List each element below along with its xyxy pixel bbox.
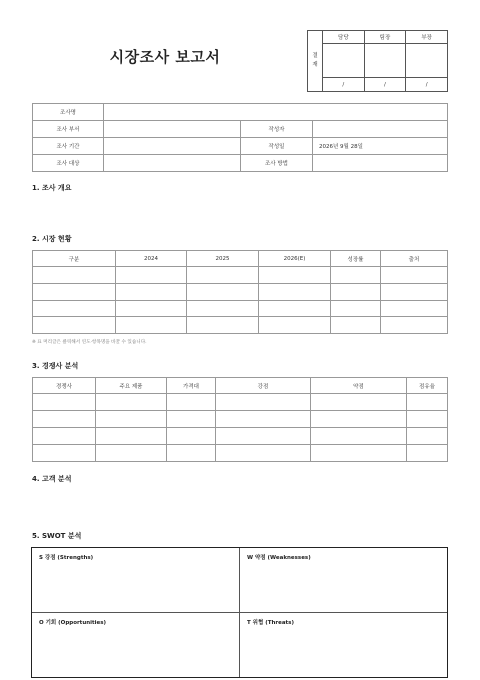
approval-box	[307, 30, 448, 92]
swot-weaknesses-cell[interactable]	[240, 548, 447, 613]
market-table	[32, 250, 448, 334]
table-cell[interactable]	[116, 267, 187, 284]
market-table-note: ※ 표 머리글은 클릭해서 연도·항목명을 바꿀 수 있습니다.	[32, 340, 147, 345]
competitor-header-price[interactable]: 가격대	[167, 378, 216, 394]
table-cell[interactable]	[407, 445, 448, 462]
table-cell[interactable]	[167, 411, 216, 428]
table-row	[33, 445, 448, 462]
table-row	[33, 411, 448, 428]
competitor-header-strength[interactable]: 강점	[216, 378, 311, 394]
swot-grid	[31, 547, 448, 678]
table-cell[interactable]	[216, 428, 311, 445]
table-cell[interactable]	[331, 300, 381, 317]
market-header-source[interactable]: 출처	[381, 251, 448, 267]
section-heading-overview: 1. 조사 개요	[32, 184, 72, 192]
method-field[interactable]	[313, 155, 448, 172]
swot-threats-label: T 위협 (Threats)	[247, 620, 294, 626]
table-cell[interactable]	[331, 317, 381, 334]
table-cell[interactable]	[167, 445, 216, 462]
table-cell[interactable]	[311, 428, 407, 445]
approval-side-label: 결 재	[308, 31, 323, 92]
table-cell[interactable]	[33, 267, 116, 284]
table-cell[interactable]	[33, 445, 96, 462]
table-row	[33, 428, 448, 445]
table-cell[interactable]	[216, 411, 311, 428]
section-heading-swot: 5. SWOT 분석	[32, 532, 82, 540]
table-cell[interactable]	[33, 428, 96, 445]
table-cell[interactable]	[187, 283, 259, 300]
writer-field[interactable]	[313, 121, 448, 138]
swot-strengths-cell[interactable]	[32, 548, 240, 613]
dept-label: 조사 부서	[33, 121, 104, 138]
competitor-header-name[interactable]: 경쟁사	[33, 378, 96, 394]
approval-date-director[interactable]: /	[406, 78, 448, 92]
table-cell[interactable]	[187, 317, 259, 334]
writer-label: 작성자	[241, 121, 313, 138]
market-header-growth[interactable]: 성장률	[331, 251, 381, 267]
market-header-2026e[interactable]: 2026(E)	[259, 251, 331, 267]
table-cell[interactable]	[259, 300, 331, 317]
approval-sign-team-lead[interactable]	[364, 44, 406, 78]
table-cell[interactable]	[33, 411, 96, 428]
dept-field[interactable]	[104, 121, 241, 138]
competitor-header-weakness[interactable]: 약점	[311, 378, 407, 394]
table-cell[interactable]	[259, 267, 331, 284]
table-cell[interactable]	[187, 267, 259, 284]
date-label: 작성일	[241, 138, 313, 155]
table-cell[interactable]	[311, 394, 407, 411]
swot-opportunities-cell[interactable]	[32, 613, 240, 677]
table-cell[interactable]	[167, 394, 216, 411]
target-label: 조사 대상	[33, 155, 104, 172]
table-row	[33, 300, 448, 317]
table-cell[interactable]	[407, 394, 448, 411]
table-cell[interactable]	[331, 283, 381, 300]
approval-role-team-lead: 팀장	[364, 31, 406, 44]
table-cell[interactable]	[33, 300, 116, 317]
survey-name-field[interactable]	[104, 104, 448, 121]
competitor-header-share[interactable]: 점유율	[407, 378, 448, 394]
table-cell[interactable]	[116, 300, 187, 317]
section-heading-competitors: 3. 경쟁사 분석	[32, 362, 79, 370]
table-cell[interactable]	[116, 317, 187, 334]
table-cell[interactable]	[33, 394, 96, 411]
page-title: 시장조사 보고서	[109, 48, 221, 66]
table-row	[33, 267, 448, 284]
section-heading-market: 2. 시장 현황	[32, 235, 72, 243]
target-field[interactable]	[104, 155, 241, 172]
swot-strengths-label: S 강점 (Strengths)	[39, 555, 94, 561]
swot-weaknesses-label: W 약점 (Weaknesses)	[247, 555, 311, 561]
approval-date-staff[interactable]: /	[323, 78, 365, 92]
table-cell[interactable]	[381, 283, 448, 300]
table-cell[interactable]	[311, 445, 407, 462]
swot-opportunities-label: O 기회 (Opportunities)	[39, 620, 107, 626]
approval-sign-director[interactable]	[406, 44, 448, 78]
table-cell[interactable]	[216, 394, 311, 411]
table-cell[interactable]	[167, 428, 216, 445]
competitor-table	[32, 377, 448, 462]
date-field[interactable]: 2026년 9월 28일	[313, 138, 448, 155]
table-row	[33, 394, 448, 411]
swot-threats-cell[interactable]	[240, 613, 447, 677]
table-cell[interactable]	[116, 283, 187, 300]
table-cell[interactable]	[407, 411, 448, 428]
table-row	[33, 283, 448, 300]
table-cell[interactable]	[311, 411, 407, 428]
survey-name-label: 조사명	[33, 104, 104, 121]
table-cell[interactable]	[96, 394, 167, 411]
market-header-2025[interactable]: 2025	[187, 251, 259, 267]
competitor-header-product[interactable]: 주요 제품	[96, 378, 167, 394]
table-cell[interactable]	[381, 317, 448, 334]
table-cell[interactable]	[33, 317, 116, 334]
table-row	[33, 317, 448, 334]
approval-sign-staff[interactable]	[323, 44, 365, 78]
table-cell[interactable]	[381, 300, 448, 317]
method-label: 조사 방법	[241, 155, 313, 172]
table-cell[interactable]	[187, 300, 259, 317]
market-header-2024[interactable]: 2024	[116, 251, 187, 267]
approval-role-staff: 담당	[323, 31, 365, 44]
market-header-category[interactable]: 구분	[33, 251, 116, 267]
table-cell[interactable]	[259, 317, 331, 334]
period-field[interactable]	[104, 138, 241, 155]
table-cell[interactable]	[331, 267, 381, 284]
table-cell[interactable]	[381, 267, 448, 284]
period-label: 조사 기간	[33, 138, 104, 155]
table-cell[interactable]	[96, 445, 167, 462]
table-cell[interactable]	[216, 445, 311, 462]
table-cell[interactable]	[33, 283, 116, 300]
approval-date-team-lead[interactable]: /	[364, 78, 406, 92]
info-table	[32, 103, 448, 172]
section-heading-customers: 4. 고객 분석	[32, 475, 72, 483]
table-cell[interactable]	[96, 428, 167, 445]
table-cell[interactable]	[96, 411, 167, 428]
table-cell[interactable]	[407, 428, 448, 445]
approval-role-director: 부장	[406, 31, 448, 44]
table-cell[interactable]	[259, 283, 331, 300]
